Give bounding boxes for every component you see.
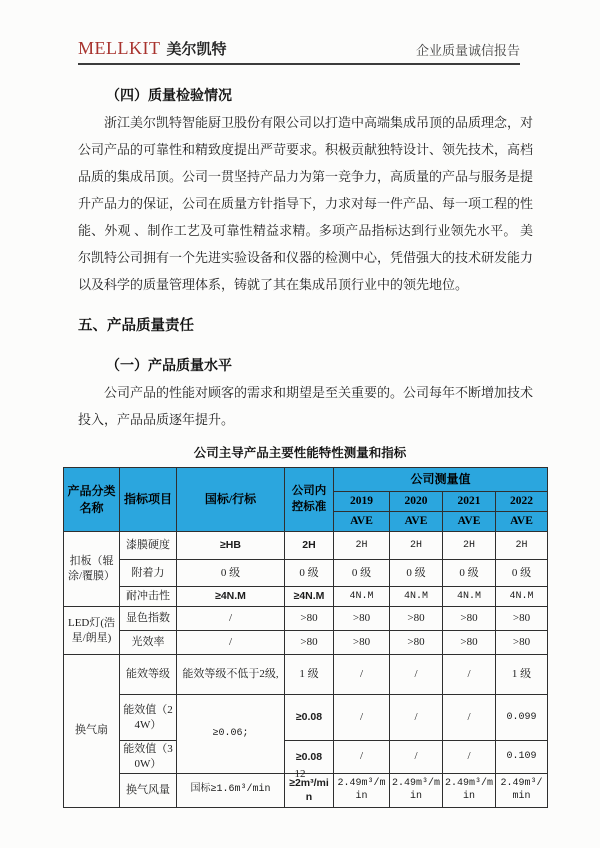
value-cell: 0 级 <box>496 560 548 587</box>
value-cell: / <box>443 695 496 741</box>
standard-cell: ≥0.06; <box>177 695 285 774</box>
ave-header: AVE <box>443 512 496 532</box>
standard-cell: 0 级 <box>177 560 285 587</box>
internal-cell: ≥2m³/min <box>285 773 334 807</box>
internal-cell: >80 <box>285 631 334 655</box>
col-header-indicator-item: 指标项目 <box>120 468 177 532</box>
value-cell: >80 <box>390 607 443 631</box>
standard-cell: ≥HB <box>177 532 285 560</box>
indicator-cell: 耐冲击性 <box>120 587 177 607</box>
indicator-cell: 能效值（30W） <box>120 741 177 774</box>
group-cell: 扣板（辊涂/覆膜） <box>64 532 120 607</box>
col-header-national-standard: 国标/行标 <box>177 468 285 532</box>
value-cell: 4N.M <box>390 587 443 607</box>
table-row <box>64 532 548 560</box>
standard-cell: 国标≥1.6m³/min <box>177 773 285 807</box>
internal-cell: >80 <box>285 607 334 631</box>
value-cell: 0 级 <box>443 560 496 587</box>
table-row <box>64 631 548 655</box>
value-cell: 2H <box>496 532 548 560</box>
col-header-internal-standard: 公司内控标准 <box>285 468 334 532</box>
page-header <box>78 38 520 65</box>
product-performance-table <box>63 467 548 808</box>
value-cell: 2.49m³/min <box>496 773 548 807</box>
section-5-1-paragraph: 公司产品的性能对顾客的需求和期望是至关重要的。公司每年不断增加技术投入，产品品质逐年提升。 <box>78 385 534 427</box>
value-cell: >80 <box>390 631 443 655</box>
standard-cell: / <box>177 631 285 655</box>
ave-header: AVE <box>390 512 443 532</box>
value-cell: 2.49m³/min <box>334 773 390 807</box>
section-5-heading: 五、产品质量责任 <box>78 318 194 334</box>
value-cell: 0.099 <box>496 695 548 741</box>
value-cell: 4N.M <box>334 587 390 607</box>
value-cell: / <box>390 741 443 774</box>
internal-cell: 2H <box>285 532 334 560</box>
section-4-heading: （四）质量检验情况 <box>106 89 232 104</box>
value-cell: 0 级 <box>334 560 390 587</box>
col-header-product-category: 产品分类名称 <box>64 468 120 532</box>
brand <box>78 38 227 59</box>
internal-cell: ≥0.08 <box>285 695 334 741</box>
value-cell: >80 <box>496 631 548 655</box>
internal-cell: 1 级 <box>285 655 334 695</box>
value-cell: 2H <box>443 532 496 560</box>
internal-cell: 0 级 <box>285 560 334 587</box>
value-cell: >80 <box>443 631 496 655</box>
standard-cell: 能效等级不低于2级, <box>177 655 285 695</box>
standard-cell: ≥4N.M <box>177 587 285 607</box>
table-row <box>64 587 548 607</box>
value-cell: 2.49m³/min <box>443 773 496 807</box>
year-header: 2020 <box>390 492 443 512</box>
table-row <box>64 560 548 587</box>
brand-name-cn: 美尔凯特 <box>166 42 227 58</box>
ave-header: AVE <box>334 512 390 532</box>
value-cell: / <box>334 695 390 741</box>
table-row <box>64 607 548 631</box>
value-cell: 4N.M <box>443 587 496 607</box>
table-title: 公司主导产品主要性能特性测量和指标 <box>193 446 407 460</box>
value-cell: / <box>390 655 443 695</box>
indicator-cell: 能效值（24W） <box>120 695 177 741</box>
brand-logo-text: MELLKIT <box>78 38 161 58</box>
table-row <box>64 655 548 695</box>
value-cell: 1 级 <box>496 655 548 695</box>
value-cell: / <box>443 655 496 695</box>
year-header: 2019 <box>334 492 390 512</box>
standard-cell: / <box>177 607 285 631</box>
indicator-cell: 能效等级 <box>120 655 177 695</box>
value-cell: 2.49m³/min <box>390 773 443 807</box>
page-number: 12 <box>294 768 306 780</box>
ave-header: AVE <box>496 512 548 532</box>
indicator-cell: 漆膜硬度 <box>120 532 177 560</box>
table-row <box>64 695 548 741</box>
value-cell: >80 <box>334 607 390 631</box>
page-content <box>78 85 533 433</box>
group-cell: LED灯(浩星/朗星) <box>64 607 120 655</box>
value-cell: 2H <box>390 532 443 560</box>
value-cell: >80 <box>334 631 390 655</box>
value-cell: 4N.M <box>496 587 548 607</box>
value-cell: / <box>390 695 443 741</box>
section-5-1-heading: （一）产品质量水平 <box>106 359 232 374</box>
value-cell: 0 级 <box>390 560 443 587</box>
group-cell: 换气扇 <box>64 655 120 808</box>
internal-cell: ≥4N.M <box>285 587 334 607</box>
year-header: 2022 <box>496 492 548 512</box>
section-4-paragraph: 浙江美尔凯特智能厨卫股份有限公司以打造中高端集成吊顶的品质理念，对公司产品的可靠性和精致度提出严苛要求。积极贡献独特设计、领先技术，高档品质的集成吊顶。公司一贯坚持产品力为第一竞争力，高质量的产品与服务是提升产品力的保证，公司在质量方针指导下，力求对每一件产品、每一项工程的性能、外观 、制作工艺及可靠性精益求精。多项产品指标达到行业领先水平。 美尔凯特公司拥有一个先进实验设备和仪器的检测中心，凭借强大的技术研发能力以及科学的质量管理体系，铸就了其在集成吊顶行业中的领先地位。 <box>78 115 534 292</box>
value-cell: >80 <box>496 607 548 631</box>
value-cell: 2H <box>334 532 390 560</box>
value-cell: 0.109 <box>496 741 548 774</box>
col-header-measured-values: 公司测量值 <box>334 468 548 492</box>
indicator-cell: 附着力 <box>120 560 177 587</box>
document-title: 企业质量诚信报告 <box>415 43 520 58</box>
value-cell: >80 <box>443 607 496 631</box>
value-cell: / <box>334 741 390 774</box>
table-header-row-1 <box>64 468 548 492</box>
indicator-cell: 换气风量 <box>120 773 177 807</box>
value-cell: / <box>443 741 496 774</box>
value-cell: / <box>334 655 390 695</box>
year-header: 2021 <box>443 492 496 512</box>
indicator-cell: 显色指数 <box>120 607 177 631</box>
indicator-cell: 光效率 <box>120 631 177 655</box>
internal-cell: ≥0.08 <box>285 741 334 774</box>
